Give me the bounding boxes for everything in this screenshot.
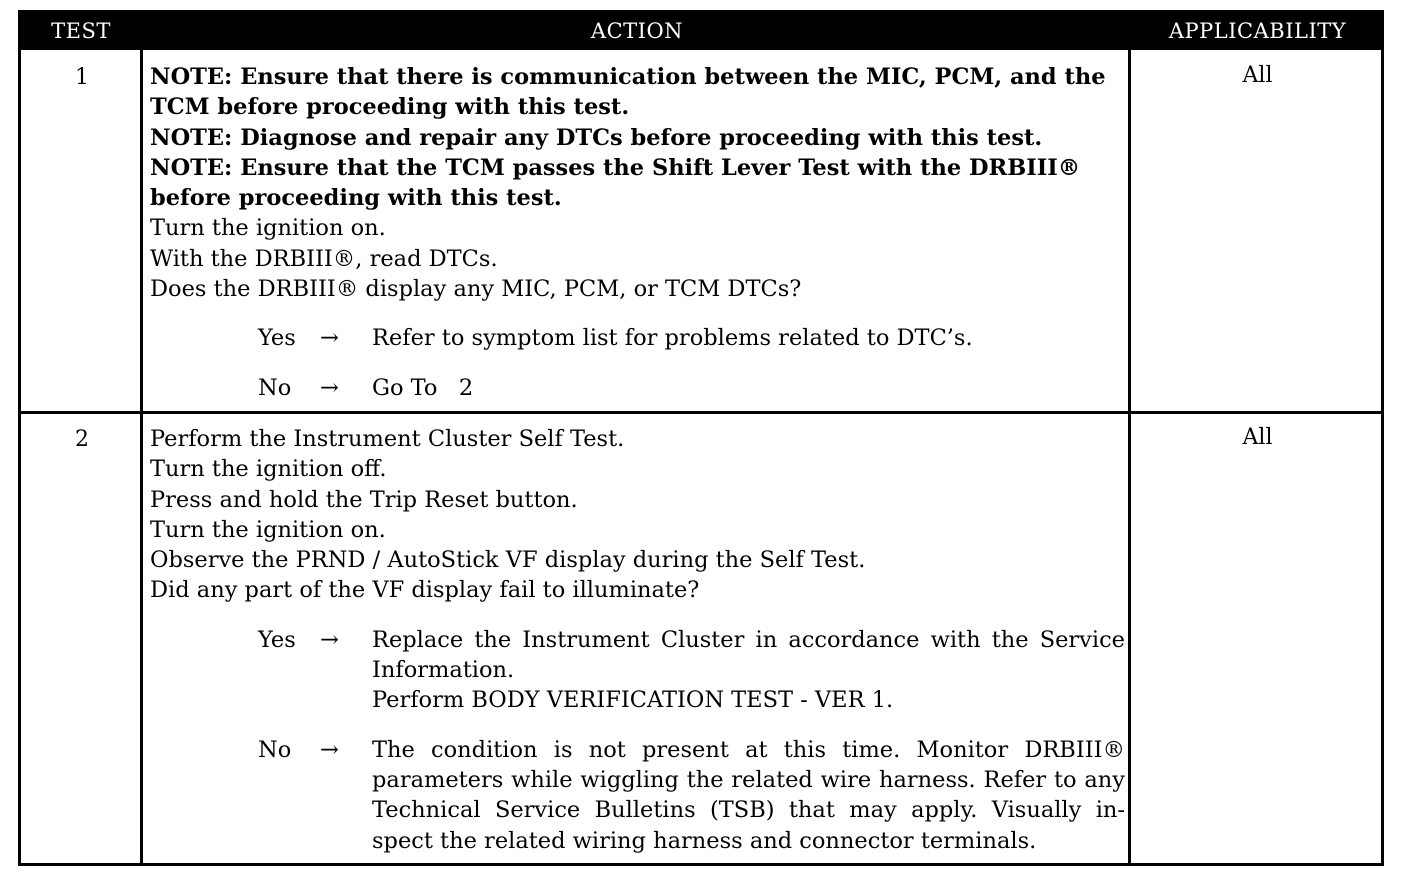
answer-label: Yes: [258, 626, 296, 653]
row-2-step: Perform the Instrument Cluster Self Test.: [150, 426, 625, 452]
row-2-step: Observe the PRND / AutoStick VF display during the Self Test.: [150, 547, 866, 574]
answer-label: Yes: [258, 325, 296, 352]
row-2-action: [150, 424, 1125, 856]
answer-line: Perform BODY VERIFICATION TEST - VER 1.: [372, 687, 894, 714]
row-1-note-line: NOTE: Diagnose and repair any DTCs before proceeding with this test.: [150, 124, 1043, 151]
diagnostic-table: [18, 10, 1384, 866]
answer-line: Technical Service Bulletins (TSB) that may apply. Visually in-: [372, 797, 1125, 824]
table-header: [21, 13, 1381, 50]
answer-line: Refer to symptom list for problems related to DTC’s.: [372, 325, 973, 352]
row-1-note-line: TCM before proceeding with this test.: [150, 94, 630, 121]
answer-text: [372, 323, 1125, 353]
answer-text: [372, 373, 1125, 403]
row-1-applicability: All: [1242, 63, 1273, 88]
right-arrow-icon: →: [320, 626, 339, 653]
row-1-test-number: 1: [75, 65, 89, 90]
row-1-answer-yes: [150, 323, 1125, 353]
row-1-note-line: before proceeding with this test.: [150, 185, 562, 212]
right-arrow-icon: →: [320, 736, 339, 763]
answer-label: No: [258, 374, 292, 401]
row-1-step: Does the DRBIII® display any MIC, PCM, or TCM DTCs?: [150, 276, 802, 303]
header-test: TEST: [51, 19, 111, 43]
row-2-applicability: All: [1242, 425, 1273, 450]
row-1-note-line: NOTE: Ensure that there is communication between the MIC, PCM, and the: [150, 64, 1106, 90]
row-1-action: [150, 62, 1125, 403]
row-2-step: Turn the ignition off.: [150, 456, 387, 483]
answer-line: Replace the Instrument Cluster in accordance with the Service: [372, 626, 1125, 653]
column-divider-test: [140, 50, 143, 863]
row-1-answer-no: [150, 373, 1125, 403]
row-divider: [21, 411, 1381, 414]
row-1-note-line: NOTE: Ensure that the TCM passes the Shift Lever Test with the DRBIII®: [150, 154, 1081, 181]
header-action: ACTION: [590, 19, 684, 43]
row-1-step: With the DRBIII®, read DTCs.: [150, 245, 498, 272]
right-arrow-icon: →: [320, 374, 339, 401]
row-2-step: Turn the ignition on.: [150, 516, 386, 543]
row-2-answer-no: [150, 735, 1125, 856]
row-2-step: Press and hold the Trip Reset button.: [150, 486, 578, 513]
answer-line: parameters while wiggling the related wire harness. Refer to any: [372, 766, 1125, 793]
answer-line: spect the related wiring harness and connector terminals.: [372, 827, 1037, 854]
row-2-answer-yes: [150, 625, 1125, 716]
row-2-test-number: 2: [75, 427, 89, 452]
answer-text: [372, 735, 1125, 856]
header-applicability: APPLICABILITY: [1168, 19, 1347, 43]
answer-label: No: [258, 736, 292, 763]
answer-text: [372, 625, 1125, 716]
column-divider-action: [1128, 50, 1131, 863]
answer-line: Information.: [372, 657, 515, 684]
answer-line: The condition is not present at this time. Monitor DRBIII®: [372, 736, 1125, 763]
answer-line: Go To 2: [372, 374, 474, 401]
right-arrow-icon: →: [320, 325, 339, 352]
row-2-step: Did any part of the VF display fail to illuminate?: [150, 577, 700, 604]
row-1-step: Turn the ignition on.: [150, 215, 386, 242]
